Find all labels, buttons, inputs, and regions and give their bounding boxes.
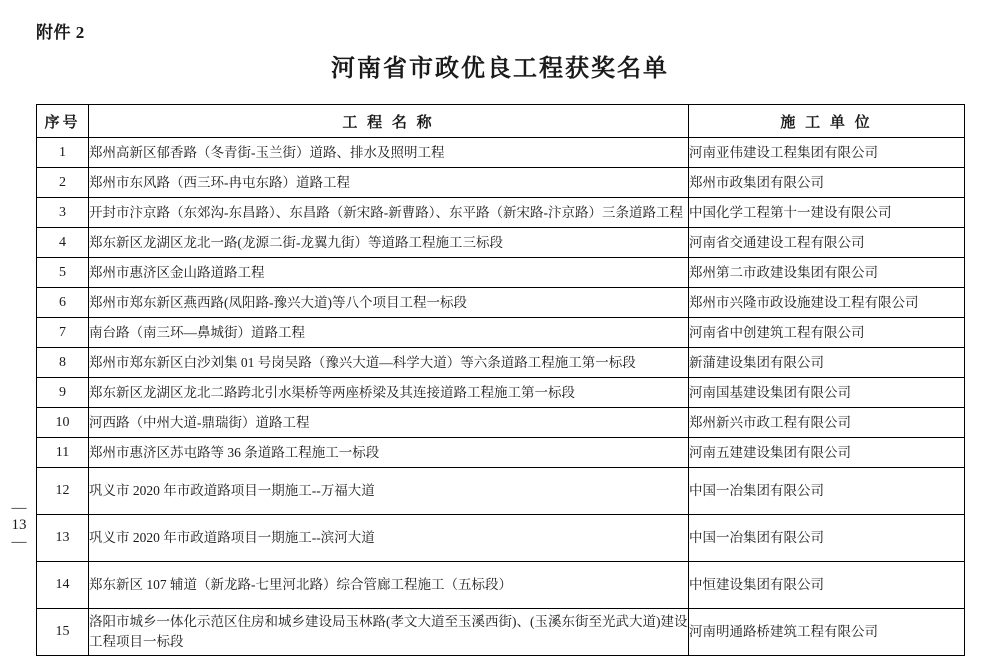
cell-construction-unit: 中国一冶集团有限公司 — [689, 468, 965, 515]
table-row — [37, 138, 965, 168]
side-page-number — [8, 500, 30, 551]
cell-construction-unit: 郑州市兴隆市政设施建设工程有限公司 — [689, 288, 965, 318]
cell-project-name: 郑东新区龙湖区龙北二路跨北引水渠桥等两座桥梁及其连接道路工程施工第一标段 — [89, 378, 689, 408]
cell-construction-unit: 河南五建建设集团有限公司 — [689, 438, 965, 468]
cell-project-name: 南台路（南三环—鼻城街）道路工程 — [89, 318, 689, 348]
table-header-row — [37, 105, 965, 138]
table-row — [37, 228, 965, 258]
cell-construction-unit: 河南省交通建设工程有限公司 — [689, 228, 965, 258]
cell-construction-unit: 郑州市政集团有限公司 — [689, 168, 965, 198]
cell-construction-unit: 郑州新兴市政工程有限公司 — [689, 408, 965, 438]
table-row — [37, 378, 965, 408]
award-table — [36, 104, 965, 656]
cell-project-name: 郑州高新区郁香路（冬青街-玉兰街）道路、排水及照明工程 — [89, 138, 689, 168]
cell-no: 4 — [37, 228, 89, 258]
cell-construction-unit: 河南明通路桥建筑工程有限公司 — [689, 609, 965, 656]
cell-no: 1 — [37, 138, 89, 168]
cell-no: 15 — [37, 609, 89, 656]
table-row — [37, 318, 965, 348]
cell-no: 14 — [37, 562, 89, 609]
cell-no: 7 — [37, 318, 89, 348]
cell-no: 6 — [37, 288, 89, 318]
cell-no: 12 — [37, 468, 89, 515]
cell-project-name: 河西路（中州大道-鼎瑞街）道路工程 — [89, 408, 689, 438]
cell-no: 10 — [37, 408, 89, 438]
table-row — [37, 168, 965, 198]
attachment-label: 附件 2 — [36, 23, 85, 42]
cell-construction-unit: 中国一冶集团有限公司 — [689, 515, 965, 562]
table-row — [37, 258, 965, 288]
table-row — [37, 438, 965, 468]
cell-construction-unit: 河南亚伟建设工程集团有限公司 — [689, 138, 965, 168]
cell-project-name: 洛阳市城乡一体化示范区住房和城乡建设局玉林路(孝文大道至玉溪西街)、(玉溪东街至光武大道)建设工程项目一标段 — [89, 609, 689, 656]
cell-construction-unit: 郑州第二市政建设集团有限公司 — [689, 258, 965, 288]
cell-project-name: 郑州市东风路（西三环-冉屯东路）道路工程 — [89, 168, 689, 198]
award-table-wrap — [36, 104, 964, 656]
cell-project-name: 郑东新区 107 辅道（新龙路-七里河北路）综合管廊工程施工（五标段） — [89, 562, 689, 609]
cell-no: 13 — [37, 515, 89, 562]
table-row — [37, 348, 965, 378]
cell-no: 3 — [37, 198, 89, 228]
cell-construction-unit: 新蒲建设集团有限公司 — [689, 348, 965, 378]
cell-construction-unit: 中恒建设集团有限公司 — [689, 562, 965, 609]
table-row — [37, 609, 965, 656]
cell-no: 5 — [37, 258, 89, 288]
cell-project-name: 巩义市 2020 年市政道路项目一期施工--滨河大道 — [89, 515, 689, 562]
table-row — [37, 562, 965, 609]
table-row — [37, 288, 965, 318]
table-row — [37, 515, 965, 562]
cell-no: 8 — [37, 348, 89, 378]
table-row — [37, 198, 965, 228]
cell-project-name: 巩义市 2020 年市政道路项目一期施工--万福大道 — [89, 468, 689, 515]
side-page-number-text: — 13 — — [11, 500, 27, 550]
cell-project-name: 郑州市郑东新区燕西路(凤阳路-豫兴大道)等八个项目工程一标段 — [89, 288, 689, 318]
page-title: 河南省市政优良工程获奖名单 — [331, 56, 669, 82]
cell-construction-unit: 河南国基建设集团有限公司 — [689, 378, 965, 408]
cell-project-name: 郑州市惠济区金山路道路工程 — [89, 258, 689, 288]
cell-project-name: 郑东新区龙湖区龙北一路(龙源二街-龙翼九街）等道路工程施工三标段 — [89, 228, 689, 258]
cell-construction-unit: 中国化学工程第十一建设有限公司 — [689, 198, 965, 228]
table-row — [37, 408, 965, 438]
table-row — [37, 468, 965, 515]
cell-no: 2 — [37, 168, 89, 198]
column-header-construction-unit: 施 工 单 位 — [689, 105, 965, 138]
cell-no: 11 — [37, 438, 89, 468]
cell-project-name: 郑州市郑东新区白沙刘集 01 号岗吴路（豫兴大道—科学大道）等六条道路工程施工第一标段 — [89, 348, 689, 378]
cell-construction-unit: 河南省中创建筑工程有限公司 — [689, 318, 965, 348]
cell-no: 9 — [37, 378, 89, 408]
cell-project-name: 开封市汴京路（东郊沟-东昌路）、东昌路（新宋路-新曹路）、东平路（新宋路-汴京路）三条道路工程 — [89, 198, 689, 228]
cell-project-name: 郑州市惠济区苏屯路等 36 条道路工程施工一标段 — [89, 438, 689, 468]
column-header-project-name: 工 程 名 称 — [89, 105, 689, 138]
column-header-no: 序号 — [37, 105, 89, 138]
